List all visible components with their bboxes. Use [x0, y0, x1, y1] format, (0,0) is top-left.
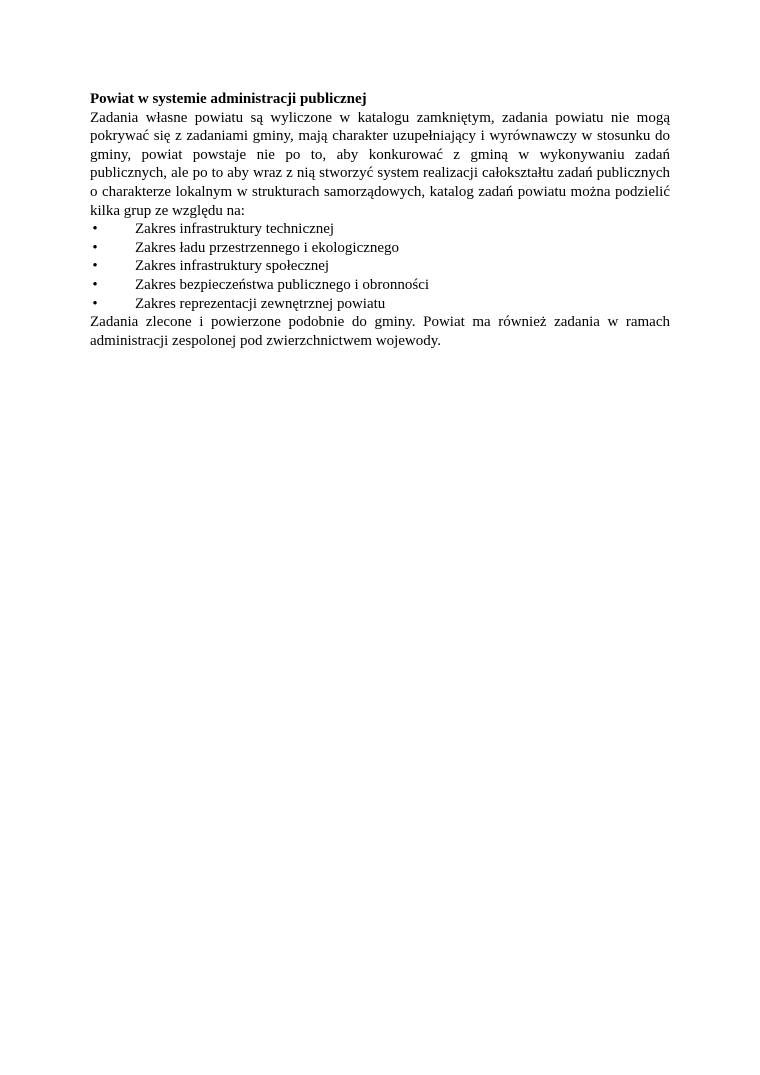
list-item: [90, 276, 670, 295]
bullet-icon: •: [92, 239, 98, 256]
intro-paragraph: Zadania własne powiatu są wyliczone w katalogu zamkniętym, zadania powiatu nie mogą pokrywać się z zadaniami gminy, mają charakter uzupełniający i wyrównawczy w stosunku do gminy, powiat powstaje nie po to, aby konkurować z gminą w wykonywaniu zadań publicznych, ale po to aby wraz z nią stworzyć system realizacji całokształtu zadań publicznych o charakterze lokalnym w strukturach samorządowych, katalog zadań powiatu można podzielić kilka grup ze względu na:: [90, 109, 670, 219]
task-groups-list: [90, 220, 670, 313]
bullet-icon: •: [92, 276, 98, 293]
bullet-icon: •: [92, 258, 98, 275]
closing-paragraph: Zadania zlecone i powierzone podobnie do gminy. Powiat ma również zadania w ramach administracji zespolonej pod zwierzchnictwem wojewody.: [90, 314, 670, 349]
list-item: [90, 257, 670, 276]
list-item: [90, 220, 670, 239]
list-item: [90, 295, 670, 314]
bullet-icon: •: [92, 221, 98, 238]
document-body: [90, 90, 670, 350]
section-title: Powiat w systemie administracji publicznej: [90, 91, 367, 107]
list-item-text: Zakres infrastruktury technicznej: [135, 221, 335, 238]
list-item-text: Zakres ładu przestrzennego i ekologicznego: [135, 239, 400, 256]
list-item-text: Zakres infrastruktury społecznej: [135, 258, 330, 275]
list-item-text: Zakres reprezentacji zewnętrznej powiatu: [135, 295, 386, 312]
bullet-icon: •: [92, 295, 98, 312]
list-item-text: Zakres bezpieczeństwa publicznego i obronności: [135, 276, 430, 293]
list-item: [90, 239, 670, 258]
